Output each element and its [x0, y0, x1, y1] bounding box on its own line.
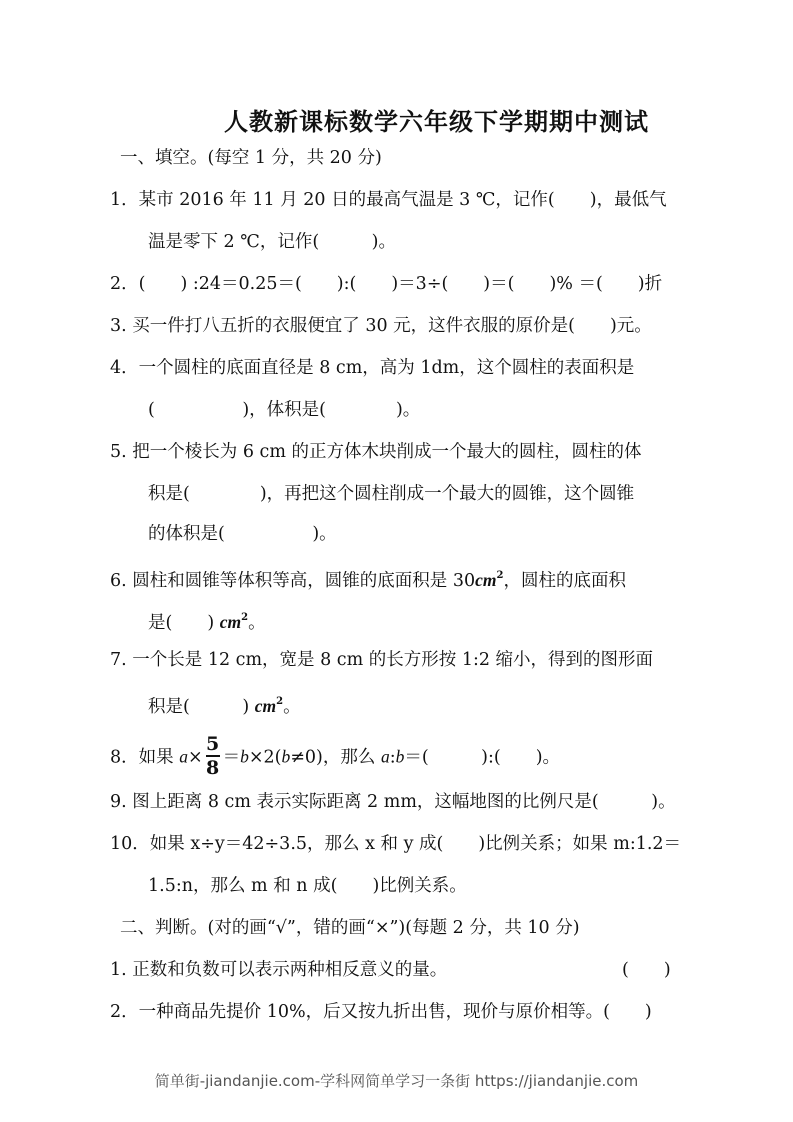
question-5-line-2: 积是( )，再把这个圆柱削成一个最大的圆锥，这个圆锥: [148, 484, 635, 504]
section-1-heading: 一、填空。(每空 1 分，共 20 分): [120, 148, 382, 168]
question-7-line-2: [148, 690, 301, 719]
question-9: 9. 图上距离 8 cm 表示实际距离 2 mm，这幅地图的比例尺是( )。: [110, 792, 676, 812]
question-10-line-2: 1.5:n，那么 m 和 n 成( )比例关系。: [148, 876, 467, 896]
fraction-5-8: [206, 734, 220, 778]
section-2-heading: 二、判断。(对的画“√”，错的画“×”)(每题 2 分，共 10 分): [120, 918, 580, 938]
question-8-mid-2: ≠0)，那么: [290, 747, 381, 768]
question-6-line-1: [110, 564, 626, 593]
question-1-line-2: 温是零下 2 ℃，记作( )。: [148, 232, 396, 252]
question-6-line-2: [148, 606, 266, 635]
question-5-line-1: 5. 把一个棱长为 6 cm 的正方体木块削成一个最大的圆柱，圆柱的体: [110, 442, 642, 462]
judge-1-paren: ( ): [622, 960, 671, 980]
times-sign: ×: [187, 747, 203, 768]
question-8: [110, 733, 561, 780]
colon: :: [389, 747, 396, 768]
question-1-line-1: 1．某市 2016 年 11 月 20 日的最高气温是 3 ℃，记作( )，最低气: [110, 190, 667, 210]
unit-cm: cm: [219, 612, 242, 632]
unit-cm: cm: [475, 570, 497, 590]
question-8-text: 8．如果: [110, 747, 180, 768]
question-8-tail: ＝( ):( )。: [404, 747, 561, 768]
page-title: 人教新课标数学六年级下学期期中测试: [224, 107, 649, 136]
unit-exponent: 2: [241, 612, 249, 623]
var-b: b: [395, 746, 405, 767]
question-4-line-2: ( )，体积是( )。: [148, 400, 421, 420]
var-a: a: [179, 746, 188, 767]
question-7-end: 。: [283, 697, 301, 717]
question-6-text-end: ，圆柱的底面积: [503, 571, 626, 591]
question-7-blank: 积是( ): [148, 697, 255, 717]
var-b: b: [281, 746, 291, 767]
fraction-denominator: 8: [206, 757, 220, 779]
fraction-numerator: 5: [206, 733, 220, 755]
unit-exponent: 2: [276, 696, 284, 707]
question-3: 3. 买一件打八五折的衣服便宜了 30 元，这件衣服的原价是( )元。: [110, 316, 652, 336]
question-6-blank: 是( ): [148, 613, 220, 633]
var-a: a: [380, 746, 390, 767]
var-b: b: [240, 746, 249, 767]
question-2: 2．( ) :24＝0.25＝( ):( )＝3÷( )＝( )% ＝( )折: [110, 274, 663, 294]
judge-1: 1. 正数和负数可以表示两种相反意义的量。: [110, 960, 448, 980]
question-8-mid: ×2(: [248, 747, 282, 768]
unit-exponent: 2: [496, 570, 504, 581]
equals-sign: ＝: [222, 747, 241, 768]
question-7-line-1: 7. 一个长是 12 cm，宽是 8 cm 的长方形按 1:2 缩小，得到的图形面: [110, 650, 654, 670]
unit-cm: cm: [254, 696, 277, 716]
question-6-text: 6. 圆柱和圆锥等体积等高，圆锥的底面积是 30: [110, 571, 476, 591]
question-6-end: 。: [248, 613, 266, 633]
footer-watermark: 简单街-jiandanjie.com-学科网简单学习一条街 https://jiandanjie.com: [154, 1072, 639, 1090]
judge-2: 2．一种商品先提价 10%，后又按九折出售，现价与原价相等。( ): [110, 1002, 652, 1022]
question-10-line-1: 10．如果 x÷y＝42÷3.5，那么 x 和 y 成( )比例关系；如果 m:1.2＝: [110, 834, 682, 854]
question-4-line-1: 4．一个圆柱的底面直径是 8 cm，高为 1dm，这个圆柱的表面积是: [110, 358, 635, 378]
question-5-line-3: 的体积是( )。: [148, 524, 337, 544]
